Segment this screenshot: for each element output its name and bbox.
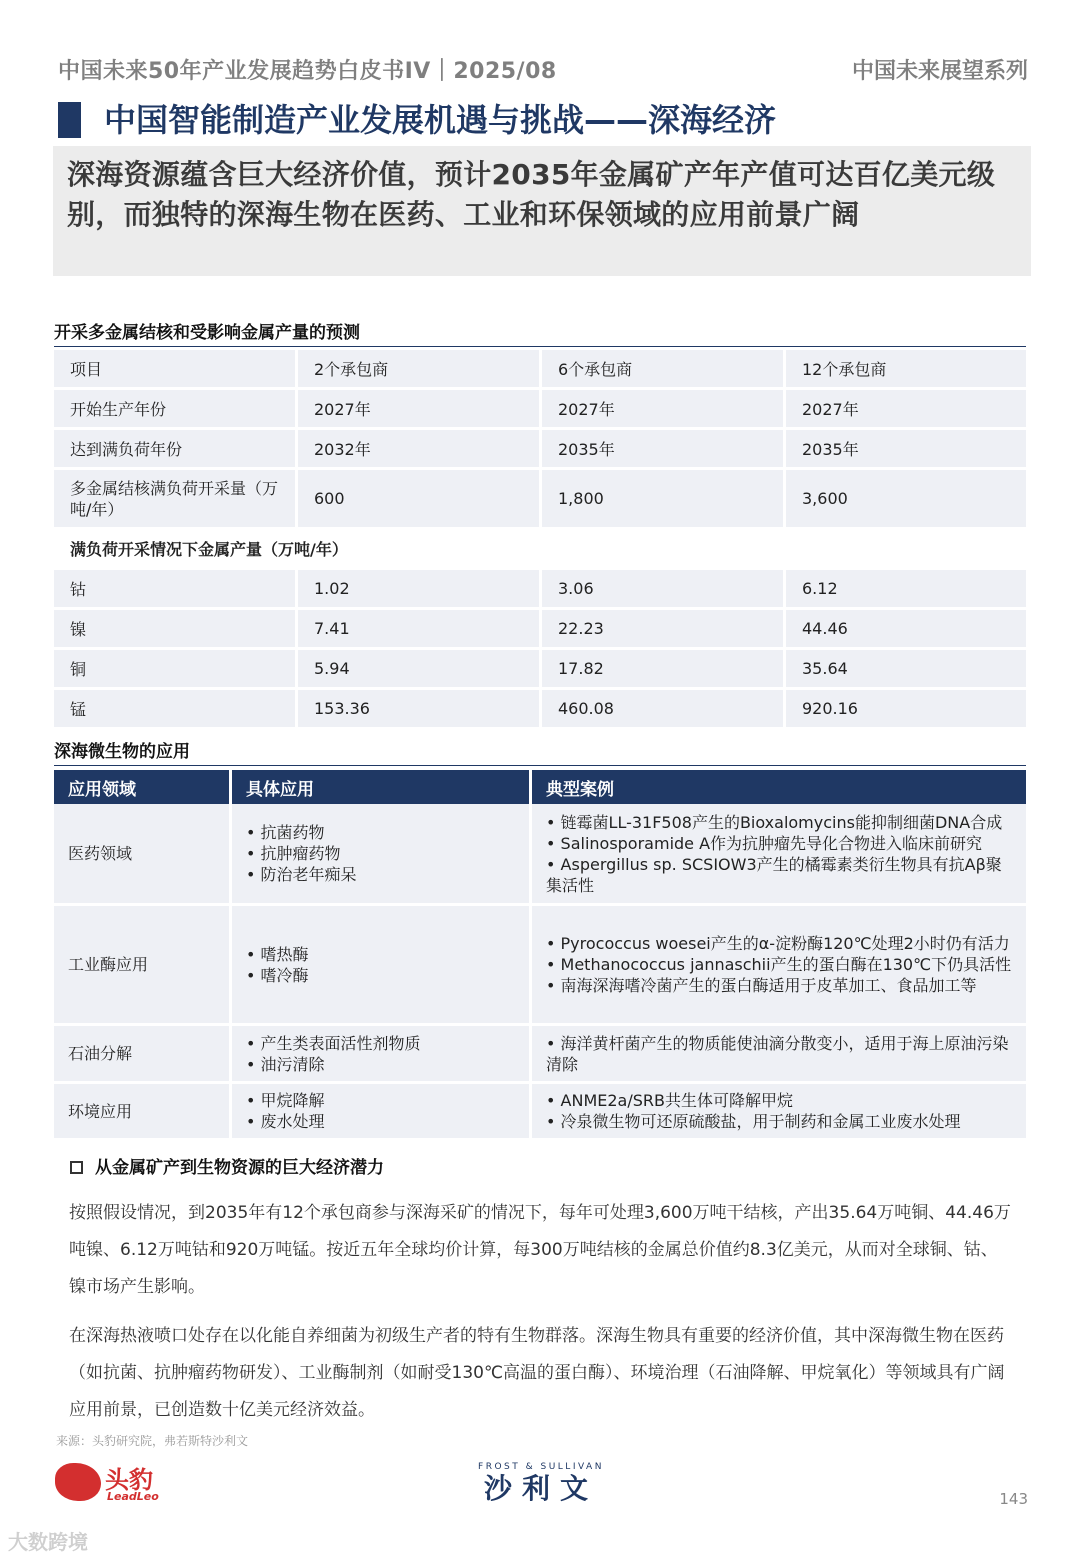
table-row [54,1026,1026,1084]
list-item: • 嗜热酶 [246,944,515,965]
apps-cell [232,804,532,906]
summary-text: 深海资源蕴含巨大经济价值，预计2035年金属矿产年产值可达百亿美元级别，而独特的深海生物在医药、工业和环保领域的应用前景广阔 [67,158,996,231]
table-cell: 达到满负荷年份 [54,430,298,470]
table-header-cell: 具体应用 [232,770,532,804]
list-item: • Salinosporamide A作为抗肿瘤先导化合物进入临床前研究 [546,833,1012,854]
table1-title: 开采多金属结核和受影响金属产量的预测 [54,318,1026,347]
table-row [54,690,1026,730]
cases-cell [532,1084,1026,1141]
table-cell: 2027年 [786,390,1026,430]
table-cell: 5.94 [298,650,542,690]
table-cell: 2032年 [298,430,542,470]
summary-box [53,146,1031,276]
cases-cell [532,1026,1026,1084]
table-cell: 22.23 [542,610,786,650]
table-cell: 开始生产年份 [54,390,298,430]
cases-cell [532,804,1026,906]
list-item: • 链霉菌LL-31F508产生的Bioxalomycins能抑制细菌DNA合成 [546,812,1012,833]
table-row [54,390,1026,430]
table-cell: 1,800 [542,470,786,530]
source-note: 来源：头豹研究院，弗若斯特沙利文 [56,1434,249,1448]
table-cell: 12个承包商 [786,350,1026,390]
table-cell: 钴 [54,570,298,610]
table-cell: 460.08 [542,690,786,730]
table-row [54,1084,1026,1141]
table-row [54,570,1026,610]
table-subheader: 满负荷开采情况下金属产量（万吨/年） [54,530,1026,570]
table-cell: 44.46 [786,610,1026,650]
leadleo-logo-cn: 头豹 [105,1466,153,1494]
list-item: • Methanococcus jannaschii产生的蛋白酶在130℃下仍具活性 [546,954,1012,975]
table-cell: 项目 [54,350,298,390]
list-item: • 抗菌药物 [246,822,515,843]
watermark: 大数跨境 [8,1530,88,1554]
list-item: • 抗肿瘤药物 [246,843,515,864]
list-item: • 油污清除 [246,1054,515,1075]
table-row [54,610,1026,650]
table-cell: 2035年 [542,430,786,470]
table-cell: 35.64 [786,650,1026,690]
table-cell: 6个承包商 [542,350,786,390]
key-point-text: 从金属矿产到生物资源的巨大经济潜力 [95,1158,384,1178]
list-item: • 海洋黄杆菌产生的物质能使油滴分散变小，适用于海上原油污染清除 [546,1033,1012,1075]
table-cell: 多金属结核满负荷开采量（万吨/年） [54,470,298,530]
page-number: 143 [999,1490,1028,1508]
list-item: • Aspergillus sp. SCSIOW3产生的橘霉素类衍生物具有抗Aβ聚集活性 [546,854,1012,896]
table-row [54,804,1026,906]
field-cell: 工业酶应用 [54,906,232,1026]
table-cell: 铜 [54,650,298,690]
table-row [54,650,1026,690]
list-item: • 冷泉微生物可还原硫酸盐，用于制药和金属工业废水处理 [546,1111,1012,1132]
forecast-table [54,350,1026,730]
list-item: • 防治老年痴呆 [246,864,515,885]
page-header [58,54,1028,84]
table-cell: 2027年 [542,390,786,430]
table-cell: 3,600 [786,470,1026,530]
table-row [54,906,1026,1026]
table-header-row [54,770,1026,804]
frost-sullivan-logo-en: FROST & SULLIVAN [478,1462,604,1472]
table-cell: 17.82 [542,650,786,690]
microbe-application-table [54,770,1026,1141]
field-cell: 环境应用 [54,1084,232,1141]
table-cell: 镍 [54,610,298,650]
table-cell: 1.02 [298,570,542,610]
table-cell: 3.06 [542,570,786,610]
title-accent-bar [58,102,81,138]
header-report-title: 中国未来50年产业发展趋势白皮书IV｜2025/08 [58,59,557,84]
table-cell: 2035年 [786,430,1026,470]
list-item: • 南海深海嗜冷菌产生的蛋白酶适用于皮革加工、食品加工等 [546,975,1012,996]
list-item: • 嗜冷酶 [246,965,515,986]
leopard-icon [55,1463,101,1501]
apps-cell [232,1026,532,1084]
body-paragraph-1: 按照假设情况，到2035年有12个承包商参与深海采矿的情况下，每年可处理3,600万吨干结核，产出35.64万吨铜、44.46万吨镍、6.12万吨钴和920万吨锰。按近五年全球均价计算，每300万吨结核的金属总价值约8.3亿美元，从而对全球铜、钴、镍市场产生影响。 [69,1203,1011,1297]
leadleo-logo [55,1460,175,1506]
table2-title: 深海微生物的应用 [54,737,1026,766]
table-cell: 6.12 [786,570,1026,610]
apps-cell [232,906,532,1026]
table-row [54,430,1026,470]
table-cell: 920.16 [786,690,1026,730]
frost-sullivan-logo-cn: 沙利文 [483,1472,598,1505]
table-cell: 2027年 [298,390,542,430]
key-point-heading [70,1153,384,1178]
checkbox-bullet-icon [70,1161,83,1174]
leadleo-logo-en: LeadLeo [107,1490,159,1503]
frost-sullivan-logo [466,1462,616,1506]
list-item: • 甲烷降解 [246,1090,515,1111]
list-item: • ANME2a/SRB共生体可降解甲烷 [546,1090,1012,1111]
table-cell: 锰 [54,690,298,730]
list-item: • Pyrococcus woesei产生的α-淀粉酶120℃处理2小时仍有活力 [546,933,1012,954]
table-header-cell: 典型案例 [532,770,1026,804]
header-series-name: 中国未来展望系列 [851,59,1028,84]
table-cell: 600 [298,470,542,530]
list-item: • 废水处理 [246,1111,515,1132]
list-item: • 产生类表面活性剂物质 [246,1033,515,1054]
table-row [54,470,1026,530]
table-subheader-row [54,530,1026,570]
page-title-row [58,98,1028,142]
table-header-cell: 应用领域 [54,770,232,804]
table-cell: 153.36 [298,690,542,730]
page-title: 中国智能制造产业发展机遇与挑战——深海经济 [104,101,777,139]
body-paragraph-2: 在深海热液喷口处存在以化能自养细菌为初级生产者的特有生物群落。深海生物具有重要的经济价值，其中深海微生物在医药（如抗菌、抗肿瘤药物研发）、工业酶制剂（如耐受130℃高温的蛋白酶）、环境治理（石油降解、甲烷氧化）等领域具有广阔应用前景，已创造数十亿美元经济效益。 [69,1326,1005,1420]
table-cell: 7.41 [298,610,542,650]
field-cell: 石油分解 [54,1026,232,1084]
apps-cell [232,1084,532,1141]
table-cell: 2个承包商 [298,350,542,390]
field-cell: 医药领域 [54,804,232,906]
table-row [54,350,1026,390]
cases-cell [532,906,1026,1026]
